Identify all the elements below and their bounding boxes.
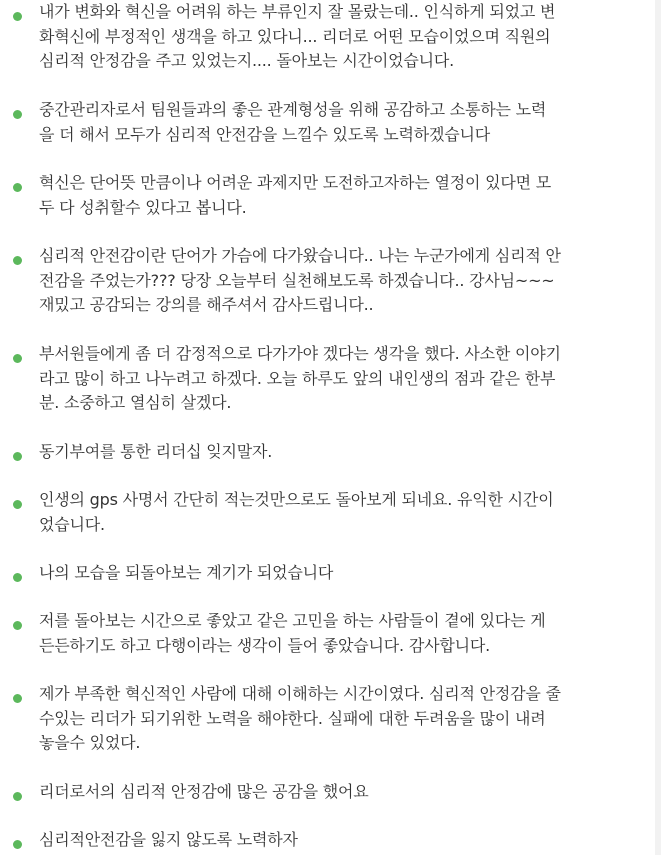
- comment-text: [39, 682, 639, 756]
- comment-line: 을 더 해서 모두가 심리적 안전감을 느낄수 있도록 노력하겠습니다: [39, 124, 491, 144]
- bullet-dot-icon: [13, 500, 22, 509]
- comment-line: 인생의 gps 사명서 간단히 적는것만으로도 돌아보게 되네요. 유익한 시간이: [39, 490, 554, 509]
- comment-line: 심리적안전감을 잃지 않도록 노력하자: [39, 830, 298, 849]
- comment-text: [39, 98, 639, 147]
- comment-text: [39, 561, 639, 586]
- comment-text: [39, 780, 639, 805]
- comment-text: [39, 342, 639, 416]
- comment-line: 내가 변화와 혁신을 어려워 하는 부류인지 잘 몰랐는데.. 인식하게 되었고 변: [39, 2, 556, 21]
- comment-line: 저를 돌아보는 시간으로 좋았고 같은 고민을 하는 사람들이 곁에 있다는 게: [39, 611, 546, 630]
- comment-text: [39, 171, 639, 220]
- comment-line: 놓을수 있었다.: [39, 733, 141, 752]
- comment-text: [39, 244, 639, 318]
- bullet-dot-icon: [13, 694, 22, 703]
- bullet-dot-icon: [13, 354, 22, 363]
- comment-line: 동기부여를 통한 리더십 잊지말자.: [39, 442, 273, 461]
- comment-line: 혁신은 단어뜻 만큼이나 어려운 과제지만 도전하고자하는 열정이 있다면 모: [39, 173, 552, 192]
- comment-line: 부서원들에게 좀 더 감정적으로 다가가야 겠다는 생각을 했다. 사소한 이야기: [39, 344, 561, 363]
- bullet-dot-icon: [13, 840, 22, 849]
- bullet-dot-icon: [13, 110, 22, 119]
- comment-text: [39, 609, 639, 658]
- bullet-dot-icon: [13, 573, 22, 582]
- comment-line: 중간관리자로서 팀원들과의 좋은 관계형성을 위해 공감하고 소통하는 노력: [39, 100, 547, 119]
- bullet-dot-icon: [13, 621, 22, 630]
- comment-line: 전감을 주었는가??? 당장 오늘부터 실천해보도록 하겠습니다.. 강사님~~~: [39, 270, 555, 290]
- comment-line: 라고 많이 하고 나누려고 하겠다. 오늘 하루도 앞의 내인생의 점과 같은 한부: [39, 368, 556, 388]
- comment-line: 었습니다.: [39, 514, 105, 534]
- comment-line: 리더로서의 심리적 안정감에 많은 공감을 했어요: [39, 782, 369, 801]
- comment-line: 재밌고 공감되는 강의를 해주셔서 감사드립니다..: [39, 295, 374, 314]
- comment-text: [39, 0, 639, 74]
- comment-text: [39, 828, 639, 853]
- comment-line: 두 다 성취할수 있다고 봅니다.: [39, 197, 247, 217]
- comment-text: [39, 488, 639, 537]
- bullet-dot-icon: [13, 256, 22, 265]
- comment-line: 수있는 리더가 되기위한 노력을 해야한다. 실패에 대한 두려움을 많이 내려: [39, 708, 546, 728]
- bullet-dot-icon: [13, 792, 22, 801]
- scroll-edge: [655, 0, 661, 855]
- comment-line: 심리적 안정감을 주고 있었는지.... 돌아보는 시간이었습니다.: [39, 51, 455, 70]
- comment-line: 심리적 안전감이란 단어가 가슴에 다가왔습니다.. 나는 누군가에게 심리적 안: [39, 246, 561, 265]
- comment-line: 제가 부족한 혁신적인 사람에 대해 이해하는 시간이였다. 심리적 안정감을 줄: [39, 684, 561, 703]
- comment-line: 나의 모습을 되돌아보는 계기가 되었습니다: [39, 563, 334, 582]
- bullet-dot-icon: [13, 452, 22, 461]
- comment-line: 분. 소중하고 열심히 살겠다.: [39, 393, 232, 412]
- comment-line: 든든하기도 하고 다행이라는 생각이 들어 좋았습니다. 감사합니다.: [39, 635, 491, 655]
- bullet-dot-icon: [13, 12, 22, 21]
- bullet-dot-icon: [13, 183, 22, 192]
- comment-text: [39, 440, 639, 465]
- comment-line: 화혁신에 부정적인 생객을 하고 있다니... 리더로 어떤 모습이었으며 직원의: [39, 26, 551, 46]
